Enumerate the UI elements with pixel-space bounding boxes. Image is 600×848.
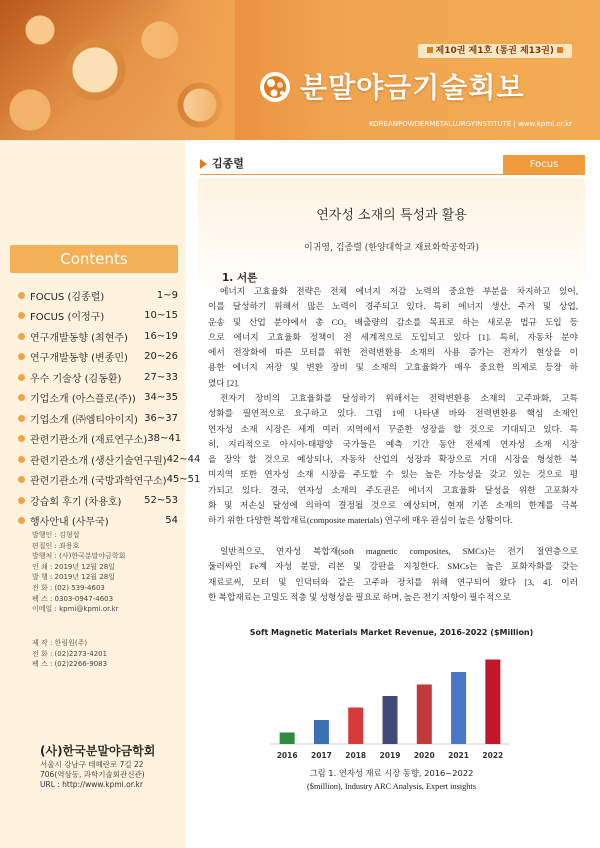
toc-item-pages: 16~19	[144, 330, 178, 342]
production-line: 팩 스 : (02)2266-9083	[32, 660, 108, 669]
text-line: 운송 및 산업 분야에서 총 CO₂ 배출량의 감소를 목표로 하는 새로운 법규 도입 등	[208, 316, 578, 327]
figure-source: ($million), Industry ARC Analysis, Expert insights	[307, 782, 476, 791]
toc-item	[18, 326, 178, 347]
text-line: 전자기 장비의 고효율화를 달성하기 위해서는 전력변환용 소재의 고주파화, 고특	[220, 393, 578, 403]
address-line: 706(역삼동, 과학기술회관신관)	[40, 770, 145, 779]
bullet-dot-icon	[18, 333, 25, 340]
imprint-line: 발행처 : (사)한국분말야금학회	[32, 552, 126, 561]
toc-item	[18, 388, 178, 409]
paragraph-1	[208, 284, 578, 391]
toc-item	[18, 306, 178, 327]
production-info	[32, 638, 177, 670]
toc-item-label: 기업소개 (㈜엠티아이지)	[30, 414, 138, 426]
text-line: 이를 달성하기 위해서 많은 노력이 경주되고 있다. 특히 에너지 생산, 주거 및 상업,	[208, 301, 578, 312]
toc-item-pages: 36~37	[144, 412, 178, 424]
toc-item-label: FOCUS (이정구)	[30, 312, 105, 324]
bullet-dot-icon	[18, 456, 25, 463]
header-banner	[0, 0, 600, 140]
x-tick-label: 2020	[413, 751, 435, 760]
square-bullet-icon	[427, 47, 433, 53]
bar-2021	[451, 672, 466, 744]
text-line: 였다 [2].	[208, 377, 240, 388]
contents-heading: Contents	[10, 245, 178, 273]
x-tick-label: 2019	[379, 751, 401, 760]
text-line: 연자성 소재 시장은 세계 여러 지역에서 꾸준한 성장을 할 것으로 기대되고 있다. 특	[208, 423, 578, 434]
market-revenue-bar-chart	[260, 640, 520, 765]
toc-item	[18, 347, 178, 368]
publisher-name: (사)한국분말야금학회	[40, 744, 156, 758]
toc-item	[18, 490, 178, 511]
toc-item-label: 행사안내 (사무국)	[30, 517, 109, 529]
figure-caption: 그림 1. 연자성 재료 시장 동향, 2016~2022	[309, 768, 474, 778]
bar-2017	[314, 720, 329, 744]
author-name: 김종렬	[212, 157, 244, 170]
x-tick-label: 2022	[482, 751, 504, 760]
toc-item-label: 관련기관소개 (국방과학연구소)	[30, 476, 167, 488]
text-line: 하기 위한 다양한 복합재료(composite materials) 연구에 매우 관심이 높은 상황이다.	[208, 515, 513, 526]
text-line: 용한 에너지 저장 및 변환 장비 및 소재의 고효율화가 매우 중요한 의제로 등장 하	[208, 362, 578, 373]
toc-item	[18, 367, 178, 388]
bullet-dot-icon	[18, 374, 25, 381]
bar-2018	[348, 708, 363, 744]
paragraph-3	[208, 544, 578, 605]
triangle-marker-icon	[200, 159, 207, 169]
toc-item-pages: 45~51	[166, 474, 201, 486]
toc-item	[18, 511, 178, 532]
text-line: 일반적으로, 연자성 복합재(soft magnetic composites, SMCs)는 전기 절연층으로	[220, 546, 578, 556]
square-bullet-icon	[557, 47, 563, 53]
production-line: 전 화 : (02)2273-4201	[32, 649, 108, 658]
toc-item-label: FOCUS (김종렬)	[30, 291, 105, 303]
x-tick-label: 2016	[276, 751, 298, 760]
text-line: 히, 지리적으로 아시아-태평양 국가들은 예측 기간 동안 전세계 연자성 소재 시장	[208, 438, 578, 449]
imprint-line: 전 화 : (02) 539-4603	[32, 583, 105, 592]
imprint-line: 발 행 : 2019년 12월 28일	[32, 573, 115, 582]
toc-item-pages: 1~9	[156, 289, 178, 301]
bullet-dot-icon	[18, 476, 25, 483]
text-line: 에너지 고효율화 전략은 전체 에너지 저감 노력의 중요한 부분을 차지하고 있어,	[220, 286, 578, 296]
journal-subtitle: KOREANPOWDERMETALLURGYINSTITUTE | www.kpmi.or.kr	[368, 120, 572, 128]
toc-item-label: 연구개발동향 (최현주)	[30, 332, 128, 344]
x-tick-label: 2018	[345, 751, 367, 760]
text-line: 미지역 또한 연자성 소재 시장을 주도할 수 있는 높은 가능성을 갖고 있는 것으로 평	[208, 469, 578, 480]
text-line: 한 복합재료는 고밀도 적층 및 성형성을 필요로 하며, 높은 전기 저항이 필수적으로	[208, 591, 512, 602]
toc-item	[18, 470, 201, 491]
table-of-contents	[18, 285, 201, 531]
toc-item-pages: 52~53	[144, 494, 178, 506]
bullet-dot-icon	[18, 353, 25, 360]
text-line: 성화를 필연적으로 요구하고 있다. 그림 1에 나타낸 바와 전력변환용 핵심 소재인	[208, 408, 578, 419]
toc-item-label: 관련기관소개 (재료연구소)	[30, 435, 148, 447]
toc-item-pages: 27~33	[144, 371, 178, 383]
journal-title: 분말야금기술회보	[300, 71, 525, 104]
toc-item-label: 우수 기술상 (김동환)	[30, 373, 122, 385]
toc-item-pages: 42~44	[166, 453, 201, 465]
text-line: 화 및 저손실 달성에 의하여 결정될 것으로 예상되며, 현재 기존 소재의 한계를 극복	[208, 500, 578, 511]
bar-2016	[280, 732, 295, 744]
toc-item-pages: 34~35	[144, 392, 178, 404]
imprint	[32, 530, 177, 615]
bullet-dot-icon	[18, 312, 25, 319]
bullet-dot-icon	[18, 497, 25, 504]
text-line: 재료로써, 모터 및 인덕터와 같은 고주파 장치를 위해 연구되어 왔다 [3, 4]. 이러	[208, 576, 578, 587]
issue-badge	[418, 44, 573, 58]
toc-item-label: 강습회 후기 (차용호)	[30, 496, 122, 508]
section-heading: 1. 서론	[222, 272, 258, 284]
text-line: 으로 에너지 고효율화 정책이 전 세계적으로 도입되고 있다 [1]. 특히, 자동차 분야	[208, 331, 578, 342]
publisher-address	[40, 760, 180, 790]
imprint-line: 인 쇄 : 2019년 12월 28일	[32, 562, 115, 571]
bullet-dot-icon	[18, 435, 25, 442]
toc-item-label: 기업소개 (아스플로(주))	[30, 394, 136, 406]
text-line: 가되고 있다. 결국, 연자성 소재의 주도권은 에너지 고효율화 달성을 위한 고포화자	[208, 484, 578, 495]
toc-item	[18, 449, 201, 470]
x-tick-label: 2021	[448, 751, 470, 760]
chart-title: Soft Magnetic Materials Market Revenue, 2016-2022 ($Million)	[249, 628, 534, 637]
bullet-dot-icon	[18, 394, 25, 401]
toc-item-label: 관련기관소개 (생산기술연구원)	[30, 455, 167, 467]
section-tag: Focus	[503, 155, 585, 175]
toc-item-pages: 20~26	[144, 351, 178, 363]
toc-item	[18, 408, 178, 429]
bar-2019	[383, 696, 398, 744]
imprint-line: 발행인 : 김형섭	[32, 531, 80, 539]
toc-item-pages: 38~41	[147, 433, 182, 445]
bar-2020	[417, 684, 432, 744]
imprint-line: 팩 스 : 0303-0947-4603	[32, 594, 114, 603]
bullet-dot-icon	[18, 517, 25, 524]
article-authors: 이귀영, 김종렬 (한양대학교 재료화학공학과)	[304, 243, 479, 253]
toc-item	[18, 285, 178, 306]
toc-item-pages: 54	[165, 515, 178, 527]
bar-2022	[485, 660, 500, 744]
society-logo-icon	[258, 70, 292, 104]
text-line: 에서 전장화에 따른 모터를 위한 전력변환용 소재의 사용 증가는 전자기 현상을 이	[208, 347, 578, 358]
paragraph-2	[208, 391, 578, 529]
bullet-dot-icon	[18, 415, 25, 422]
issue-text: 제10권 제1호 (통권 제13권)	[435, 46, 554, 56]
text-line: 을 장악 할 것으로 예상되나, 자동차 산업의 성장과 확장으로 거대 시장을 형성한 북	[208, 454, 578, 465]
toc-item-label: 연구개발동향 (변종민)	[30, 353, 128, 365]
article-title: 연자성 소재의 특성과 활용	[316, 208, 467, 223]
toc-item	[18, 429, 182, 450]
powder-metal-parts-photo	[0, 0, 235, 140]
imprint-line: 이메일 : kpmi@kpmi.or.kr	[32, 605, 119, 614]
imprint-line: 편집인 : 좌용호	[32, 541, 80, 550]
address-line: URL : http://www.kpmi.or.kr	[40, 780, 143, 789]
production-line: 제 작 : 한림원(주)	[32, 639, 88, 647]
bullet-dot-icon	[18, 292, 25, 299]
x-tick-label: 2017	[310, 751, 332, 760]
text-line: 둘러싸인 Fe계 자성 분말, 리본 및 강판을 지칭한다. SMCs는 높은 포화자화를 갖는	[208, 561, 578, 572]
address-line: 서울시 강남구 테헤란로 7길 22	[40, 760, 144, 769]
toc-item-pages: 10~15	[144, 310, 178, 322]
